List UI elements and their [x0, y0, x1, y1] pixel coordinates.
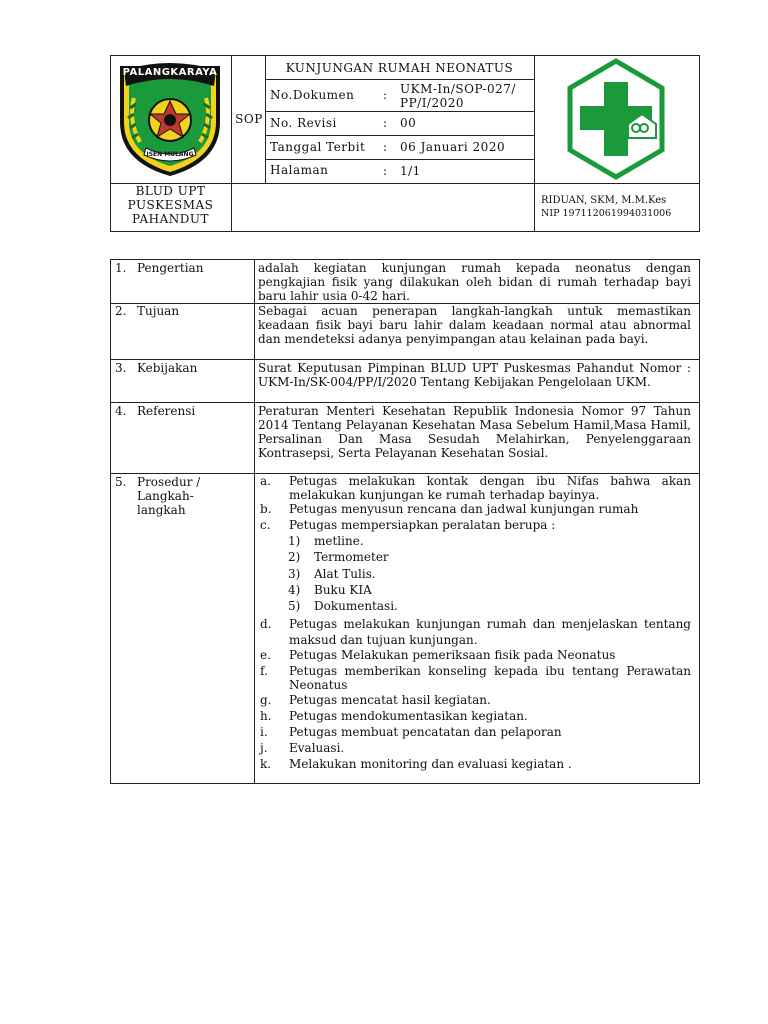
section-text: Surat Keputusan Pimpinan BLUD UPT Puskesmas Pahandut Nomor : UKM-In/SK-004/PP/I/2020 Tentang Kebijakan Pengelolaan UKM.: [258, 361, 691, 389]
equipment-text: Alat Tulis.: [314, 567, 376, 581]
section-label-line: langkah: [137, 503, 186, 517]
field-sep: :: [383, 164, 388, 178]
field-value-no-dokumen: UKM-In/SOP-027/PP/I/2020: [400, 82, 516, 110]
step-text: Petugas menyusun rencana dan jadwal kunjungan rumah: [289, 502, 639, 516]
step-marker: h.: [260, 709, 272, 723]
procedure-step: [260, 518, 691, 532]
section-label-line: Langkah-: [137, 489, 194, 503]
crest-motto-text: ISEN MULANG: [146, 151, 194, 158]
procedure-step: [260, 741, 691, 755]
step-text: Petugas Melakukan pemeriksaan fisik pada Neonatus: [289, 648, 616, 662]
equipment-marker: 4): [288, 583, 301, 597]
step-text: Petugas mempersiapkan peralatan berupa :: [289, 518, 556, 532]
section-text: Sebagai acuan penerapan langkah-langkah untuk memastikan keadaan fisik bayi baru lahir dalam keadaan normal atau abnormal dan mendeteksi adanya penyimpangan atau kelainan pada bayi.: [258, 304, 691, 346]
step-text: Petugas melakukan kunjungan rumah dan menjelaskan tentang maksud dan tujuan kunjungan.: [289, 617, 691, 647]
step-marker: j.: [260, 741, 268, 755]
equipment-text: Termometer: [314, 550, 389, 564]
field-value-tanggal-terbit: 06 Januari 2020: [400, 140, 506, 154]
section-number: 5.: [115, 475, 127, 489]
procedure-step: [260, 757, 691, 771]
procedure-step: [260, 664, 691, 692]
procedure-step: [260, 474, 691, 502]
procedure-step: [260, 693, 691, 707]
puskesmas-logo: [566, 58, 666, 180]
step-marker: d.: [260, 617, 272, 631]
field-value-halaman: 1/1: [400, 164, 421, 178]
step-marker: a.: [260, 474, 271, 488]
signer-nip: NIP 197112061994031006: [541, 208, 672, 219]
field-label-tanggal-terbit: Tanggal Terbit: [270, 140, 366, 154]
field-label-halaman: Halaman: [270, 163, 329, 177]
section-number: 3.: [115, 361, 127, 375]
section-label: [137, 475, 200, 517]
procedure-step: [260, 616, 691, 648]
section-number: 1.: [115, 261, 127, 275]
org-name-line: PUSKESMAS: [127, 198, 214, 212]
city-crest-logo: [114, 58, 226, 180]
org-name-line: BLUD UPT: [135, 184, 206, 198]
section-label: Pengertian: [137, 261, 204, 275]
field-sep: :: [383, 116, 388, 130]
field-sep: :: [383, 88, 388, 102]
equipment-text: Dokumentasi.: [314, 599, 398, 613]
field-label-no-revisi: No. Revisi: [270, 116, 337, 130]
step-text: Petugas melakukan kontak dengan ibu Nifas bahwa akan melakukan kunjungan ke rumah terhadap bayinya.: [289, 474, 691, 502]
section-label-line: Prosedur /: [137, 475, 201, 489]
section-label: Referensi: [137, 404, 196, 418]
section-text: Peraturan Menteri Kesehatan Republik Indonesia Nomor 97 Tahun 2014 Tentang Pelayanan Kesehatan Masa Sebelum Hamil,Masa Hamil, Persalinan Dan Masa Sesudah Melahirkan, Penyelenggaraan Kontrasepsi, Serta Pelayanan Kesehatan Sosial.: [258, 404, 691, 460]
equipment-text: Buku KIA: [314, 583, 372, 597]
step-text: Petugas mendokumentasikan kegiatan.: [289, 709, 528, 723]
equipment-marker: 1): [288, 534, 301, 548]
field-value-no-revisi: 00: [400, 116, 417, 130]
step-text: Melakukan monitoring dan evaluasi kegiatan .: [289, 757, 572, 771]
field-sep: :: [383, 140, 388, 154]
field-label-no-dokumen: No.Dokumen: [270, 88, 355, 102]
section-label: Tujuan: [137, 304, 180, 318]
org-name: [110, 184, 231, 226]
step-marker: i.: [260, 725, 268, 739]
equipment-marker: 2): [288, 550, 301, 564]
sop-label: SOP: [235, 112, 263, 126]
section-number: 4.: [115, 404, 127, 418]
section-number: 2.: [115, 304, 127, 318]
step-text: Petugas membuat pencatatan dan pelaporan: [289, 725, 562, 739]
signer-name: RIDUAN, SKM, M.M.Kes: [541, 195, 667, 206]
step-marker: g.: [260, 693, 272, 707]
equipment-text: metline.: [314, 534, 364, 548]
step-text: Evaluasi.: [289, 741, 345, 755]
step-marker: c.: [260, 518, 271, 532]
step-marker: k.: [260, 757, 272, 771]
step-marker: e.: [260, 648, 271, 662]
step-marker: f.: [260, 664, 268, 678]
step-text: Petugas memberikan konseling kepada ibu tentang Perawatan Neonatus: [289, 664, 691, 692]
section-text: adalah kegiatan kunjungan rumah kepada neonatus dengan pengkajian fisik yang dilakukan oleh bidan di rumah terhadap bayi baru lahir usia 0-42 hari.: [258, 261, 691, 303]
procedure-step: [260, 725, 691, 739]
procedure-step: [260, 648, 691, 662]
equipment-marker: 3): [288, 567, 301, 581]
procedure-step: [260, 502, 691, 516]
puskesmas-cross-icon: [566, 58, 666, 180]
crest-banner-text: PALANGKARAYA: [122, 67, 218, 78]
org-name-line: PAHANDUT: [131, 212, 209, 226]
document-title: KUNJUNGAN RUMAH NEONATUS: [285, 61, 514, 75]
step-marker: b.: [260, 502, 272, 516]
procedure-step: [260, 709, 691, 723]
equipment-marker: 5): [288, 599, 301, 613]
step-text: Petugas mencatat hasil kegiatan.: [289, 693, 491, 707]
section-label: Kebijakan: [137, 361, 198, 375]
